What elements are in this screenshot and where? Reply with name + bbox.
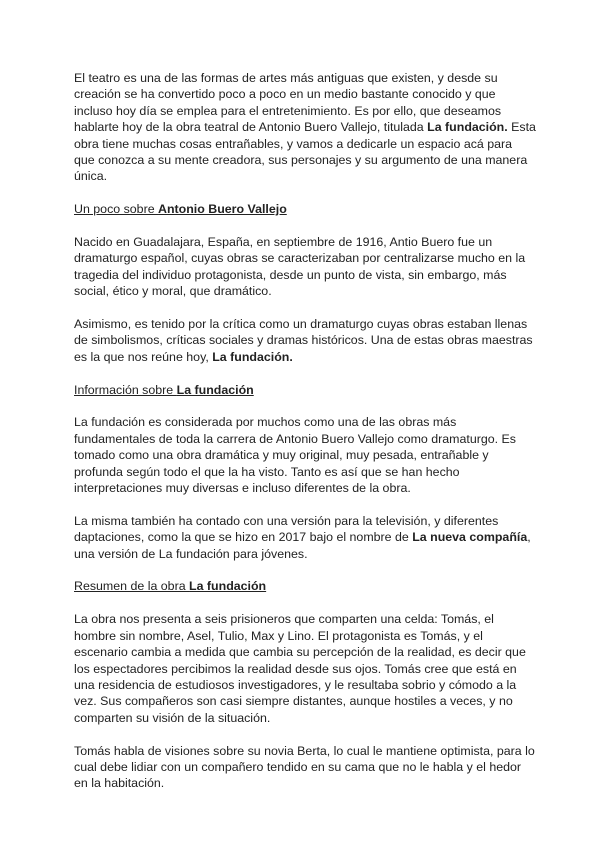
document-page [74, 70, 536, 808]
summary-paragraph-2: Tomás habla de visiones sobre su novia Berta, lo cual le mantiene optimista, para lo cual debe lidiar con un compañero tendido en su cama que no le habla y el hedor en la habitación. [74, 743, 535, 791]
section-heading-info [74, 382, 536, 398]
paragraph-text: Asimismo, es tenido por la crítica como un dramaturgo cuyas obras estaban llenas de simbolismos, críticas sociales y dramas históricos. Una de estas obras maestras es la que nos reúne hoy, [74, 317, 533, 364]
author-paragraph-2 [74, 316, 536, 365]
paragraph-text-continued: , una versión de La fundación para jóvenes. [74, 530, 531, 561]
paragraph-bold: La nueva compañía [412, 530, 528, 545]
info-paragraph-2 [74, 513, 536, 562]
heading-prefix: Información sobre [74, 382, 177, 397]
section-heading-author [74, 201, 536, 217]
paragraph-bold: La fundación. [212, 349, 293, 364]
info-paragraph-1: La fundación es considerada por muchos como una de las obras más fundamentales de toda la carrera de Antonio Buero Vallejo como dramaturgo. Es tomado como una obra dramática y muy original, muy pesada, entrañable y profunda según todo el que la ha visto. Tanto es así que se han hecho interpretaciones muy diversas e incluso diferentes de la obra. [74, 415, 516, 496]
summary-paragraph-1: La obra nos presenta a seis prisioneros que comparten una celda: Tomás, el hombre sin nombre, Asel, Tulio, Max y Lino. El protagonista es Tomás, y el escenario cambia a medida que cambia su percepción de la realidad, es decir que los espectadores percibimos la realidad desde sus ojos. Tomás cree que está en una residencia de estudiosos investigadores, y le resultaba sobrio y cómodo a la vez. Sus compañeros son casi siempre distantes, aunque hostiles a veces, y no comparten su visión de la situación. [74, 612, 526, 725]
intro-text-continued: Esta obra tiene muchas cosas entrañables, y vamos a dedicarle un espacio acá para que conozca a su mente creadora, sus personajes y su argumento de una manera única. [74, 120, 536, 184]
heading-prefix: Un poco sobre [74, 202, 159, 217]
heading-prefix: Resumen de la obra [74, 579, 190, 594]
intro-title-bold: La fundación. [427, 120, 508, 135]
paragraph-text: La misma también ha contado con una versión para la televisión, y diferentes daptaciones, como la que se hizo en 2017 bajo el nombre de [74, 513, 499, 545]
heading-bold: La fundación [189, 579, 267, 594]
intro-paragraph [74, 70, 536, 185]
heading-bold: La fundación [176, 382, 254, 397]
section-heading-summary [74, 578, 536, 594]
heading-bold: Antonio Buero Vallejo [158, 202, 287, 217]
intro-text: El teatro es una de las formas de artes más antiguas que existen, y desde su creación se ha convertido poco a poco en un medio bastante conocido y que incluso hoy día se emplea para el entretenimiento. Es por ello, que deseamos hablarte hoy de la obra teatral de Antonio Buero Vallejo, titulada [74, 71, 502, 135]
author-paragraph-1: Nacido en Guadalajara, España, en septiembre de 1916, Antio Buero fue un dramaturgo español, cuyas obras se caracterizaban por centralizarse mucho en la tragedia del individuo protagonista, desde un punto de vista, sin embargo, más social, ético y moral, que dramático. [74, 235, 526, 299]
